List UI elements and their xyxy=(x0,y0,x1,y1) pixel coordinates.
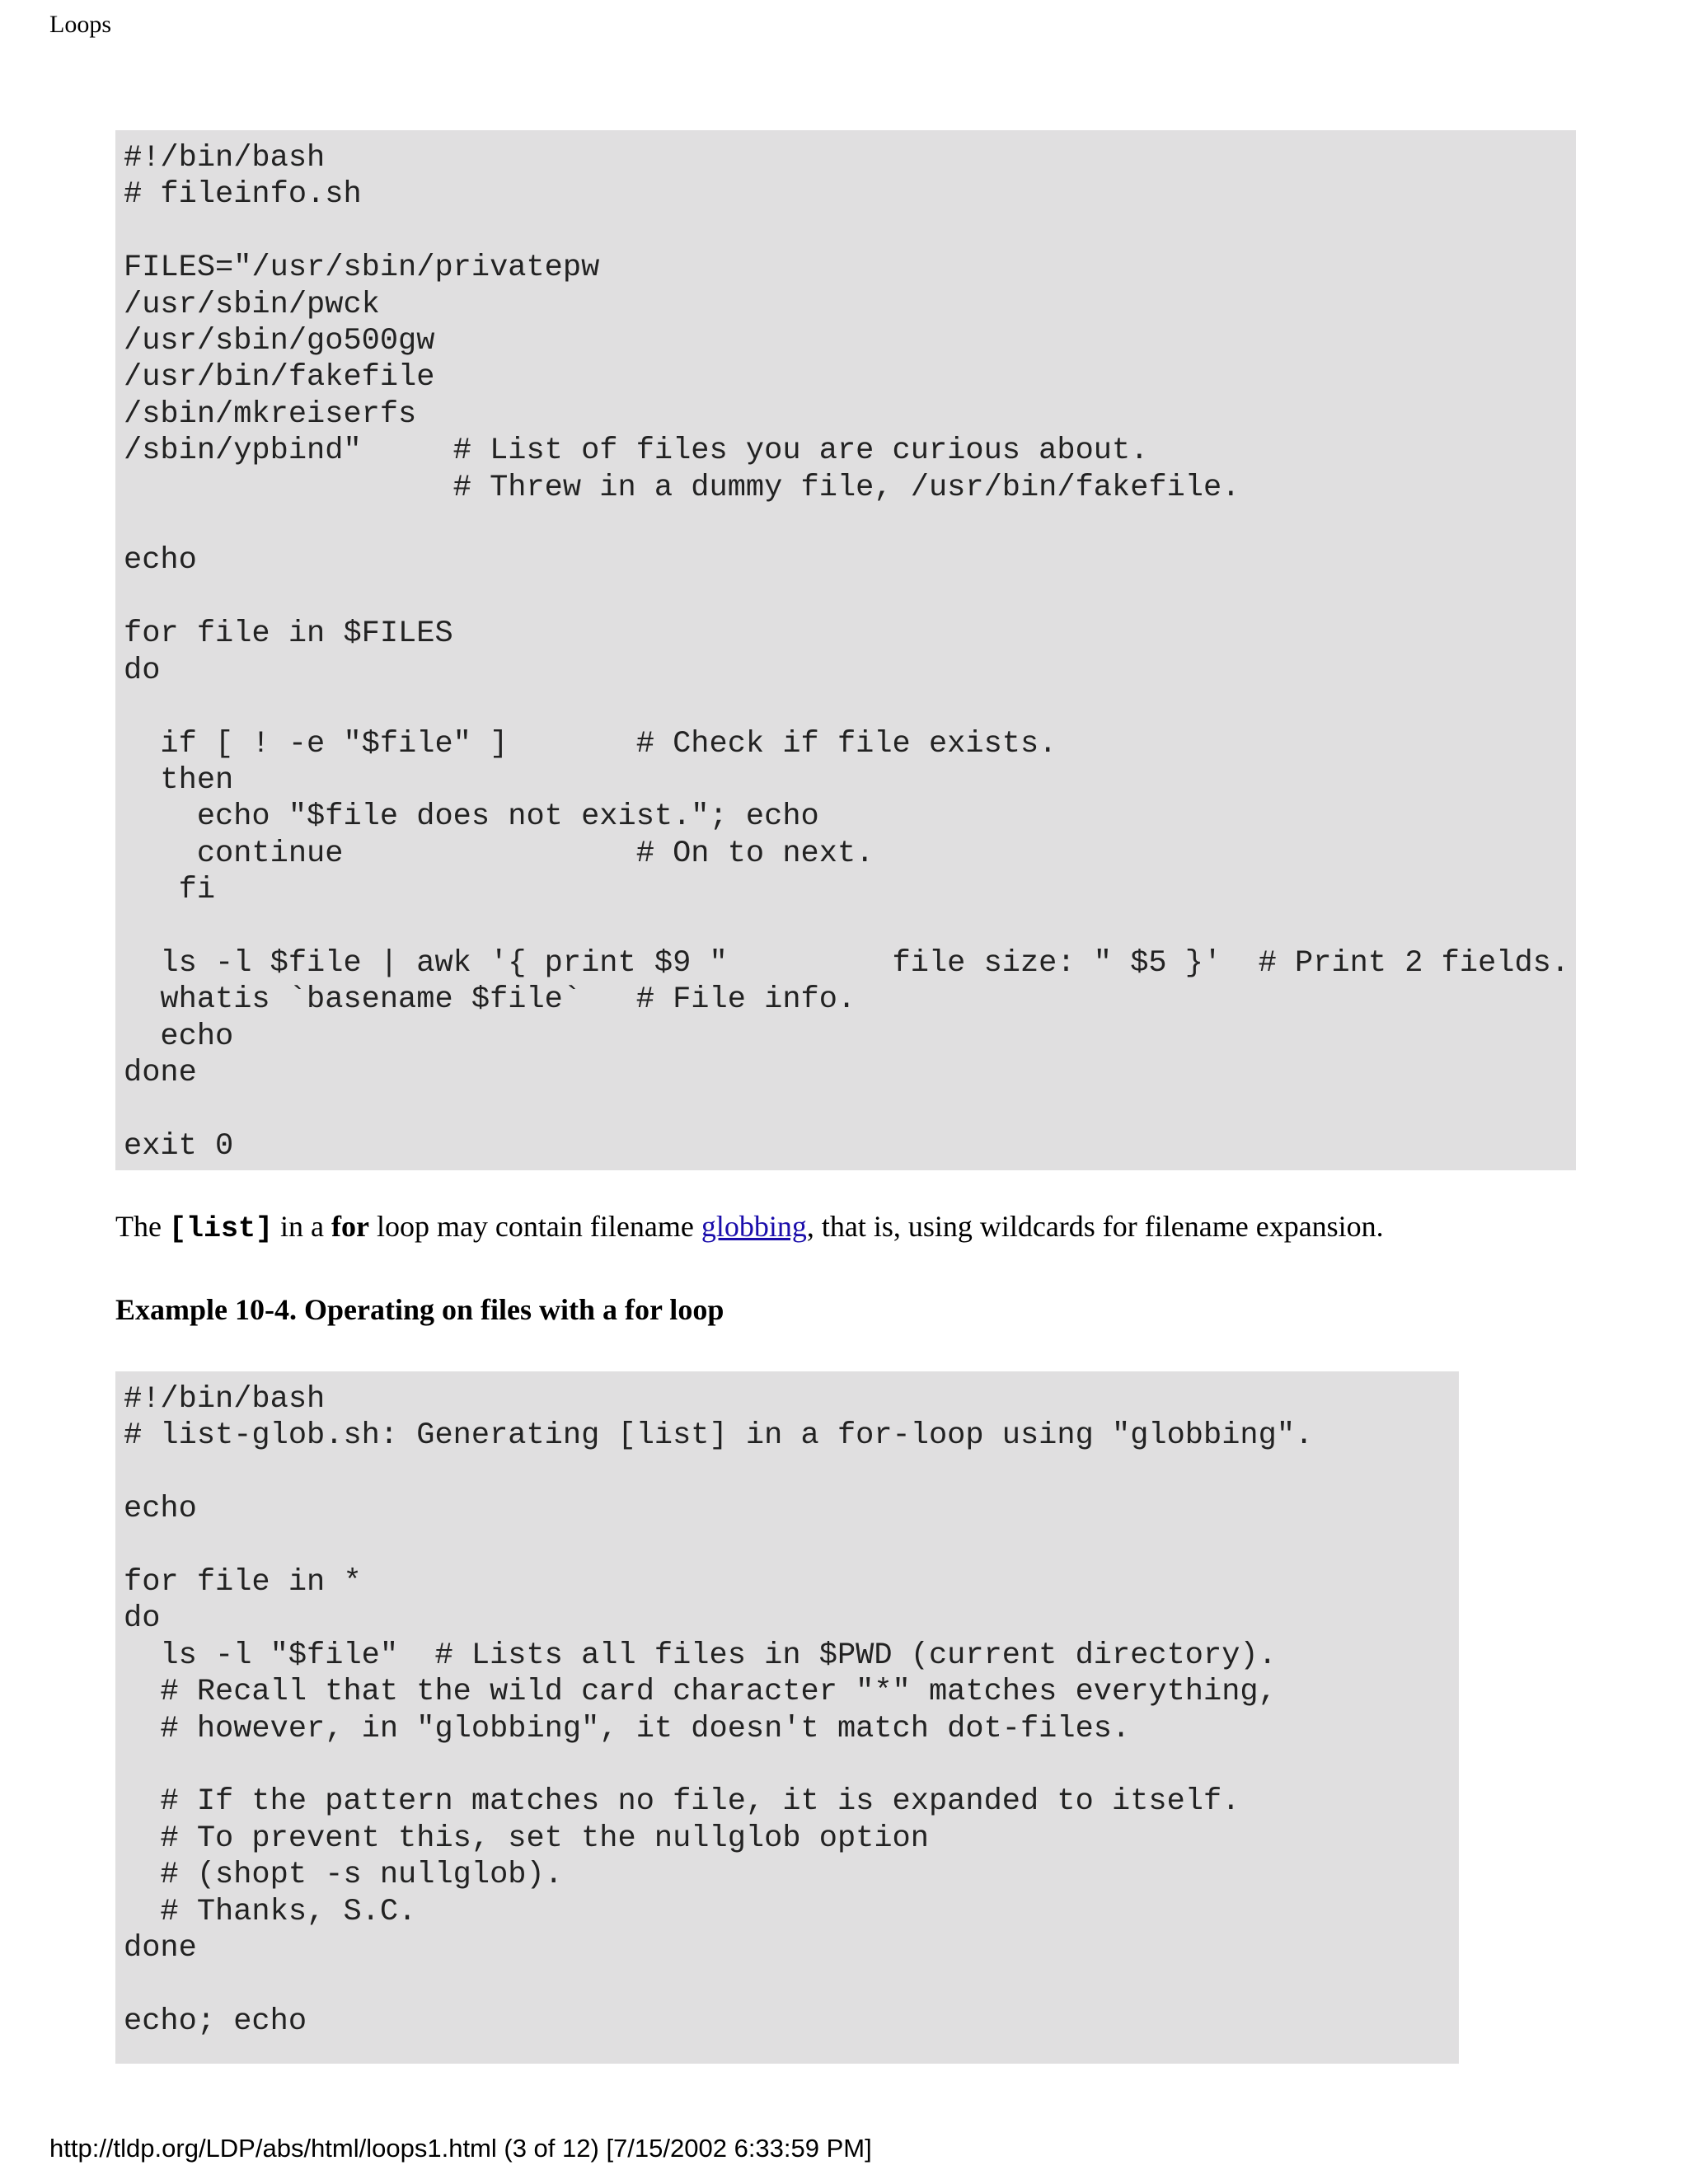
page-footer-url: http://tldp.org/LDP/abs/html/loops1.html (3 of 12) [7/15/2002 6:33:59 PM] xyxy=(49,2134,872,2163)
paragraph-code-term: [list] xyxy=(168,1212,273,1245)
example-title: Example 10-4. Operating on files with a for loop xyxy=(115,1293,724,1326)
paragraph-text-before: The xyxy=(115,1210,169,1243)
code-block-list-glob xyxy=(115,1371,1459,2064)
paragraph-text-mid2: loop may contain filename xyxy=(368,1210,701,1243)
paragraph-text-mid1: in a xyxy=(273,1210,331,1243)
page-header-title: Loops xyxy=(49,11,111,38)
globbing-link[interactable]: globbing xyxy=(701,1210,807,1243)
body-paragraph xyxy=(115,1208,1384,1247)
code-block-fileinfo xyxy=(115,130,1576,1170)
code-listing-fileinfo[interactable]: #!/bin/bash # fileinfo.sh FILES="/usr/sbin/privatepw /usr/sbin/pwck /usr/sbin/go500gw /usr/bin/fakefile /sbin/mkreiserfs /sbin/ypbind" # List of files you are curious about. # Threw in a dummy file, /usr/bin/fakefile. echo for file in $FILES do if [ ! -e "$file" ] # Check if file exists. then echo "$file does not exist."; echo continue # On to next. fi ls -l $file | awk '{ print $9 " file size: " $5 }' # Print 2 fields. whatis `basename $file` # File info. echo done exit 0 xyxy=(124,141,1570,1164)
paragraph-bold-term: for xyxy=(331,1210,369,1243)
paragraph-text-after: , that is, using wildcards for filename expansion. xyxy=(806,1210,1384,1243)
code-listing-list-glob[interactable]: #!/bin/bash # list-glob.sh: Generating [list] in a for-loop using "globbing". echo for file in * do ls -l "$file" # Lists all files in $PWD (current directory). # Recall that the wild card character "*" matches everything, # however, in "globbing", it doesn't match dot-files. # If the pattern matches no file, it is expanded to itself. # To prevent this, set the nullglob option # (shopt -s nullglob). # Thanks, S.C. done echo; echo xyxy=(124,1382,1314,2039)
